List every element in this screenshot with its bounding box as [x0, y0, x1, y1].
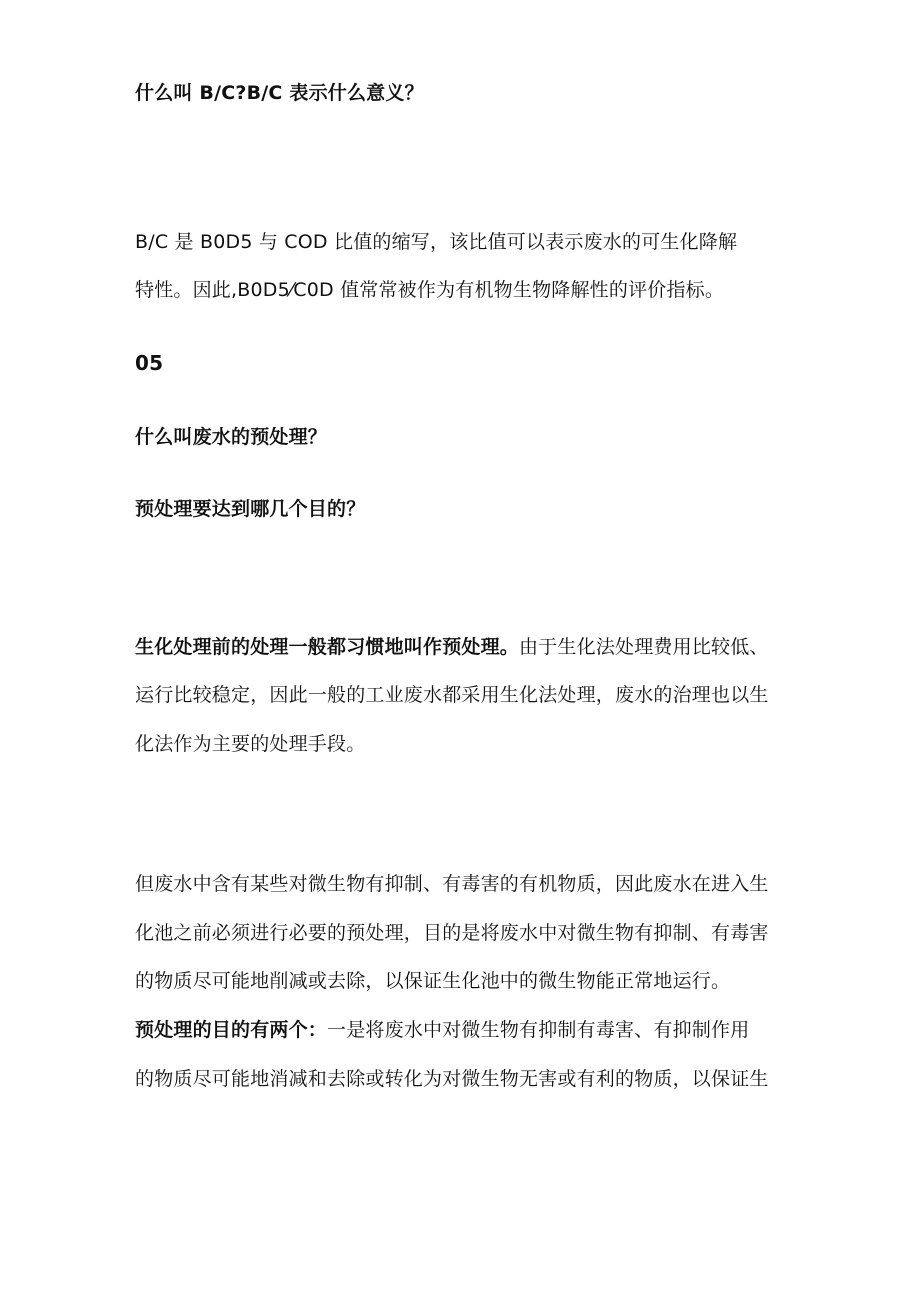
para1-line-1 — [135, 634, 769, 660]
para3-rest: 一是将废水中对微生物有抑制有毒害、有抑制作用 — [327, 1019, 750, 1041]
section-number: 05 — [135, 351, 164, 375]
para1-rest: 由于生化法处理费用比较低、 — [519, 636, 769, 658]
para2-line-2: 化池之前必须进行必要的预处理，目的是将废水中对微生物有抑制、有毒害 — [135, 922, 769, 944]
para1-bold-lead: 生化处理前的处理一般都习惯地叫作预处理。 — [135, 636, 520, 658]
para3-bold-lead: 预处理的目的有两个： — [135, 1019, 328, 1041]
para3-line-1 — [135, 1017, 749, 1043]
bc-heading: 什么叫 B/C?B/C 表示什么意义？ — [135, 82, 424, 104]
para3-line-2: 的物质尽可能地消减和去除或转化为对微生物无害或有利的物质，以保证生 — [135, 1068, 769, 1090]
bc-paragraph-line-1: B/C 是 B0D5 与 COD 比值的缩写，该比值可以表示废水的可生化降解 — [135, 231, 738, 253]
bc-paragraph-line-2: 特性。因此,B0D5⁄C0D 值常常被作为有机物生物降解性的评价指标。 — [135, 279, 725, 301]
para1-line-2: 运行比较稳定，因此一般的工业废水都采用生化法处理，废水的治理也以生 — [135, 684, 769, 706]
question-pretreatment: 什么叫废水的预处理？ — [135, 426, 328, 448]
para2-line-3: 的物质尽可能地削减或去除，以保证生化池中的微生物能正常地运行。 — [135, 970, 731, 992]
para1-line-3: 化法作为主要的处理手段。 — [135, 733, 366, 755]
question-purpose: 预处理要达到哪几个目的？ — [135, 498, 366, 520]
para2-line-1: 但废水中含有某些对微生物有抑制、有毒害的有机物质，因此废水在进入生 — [135, 873, 769, 895]
